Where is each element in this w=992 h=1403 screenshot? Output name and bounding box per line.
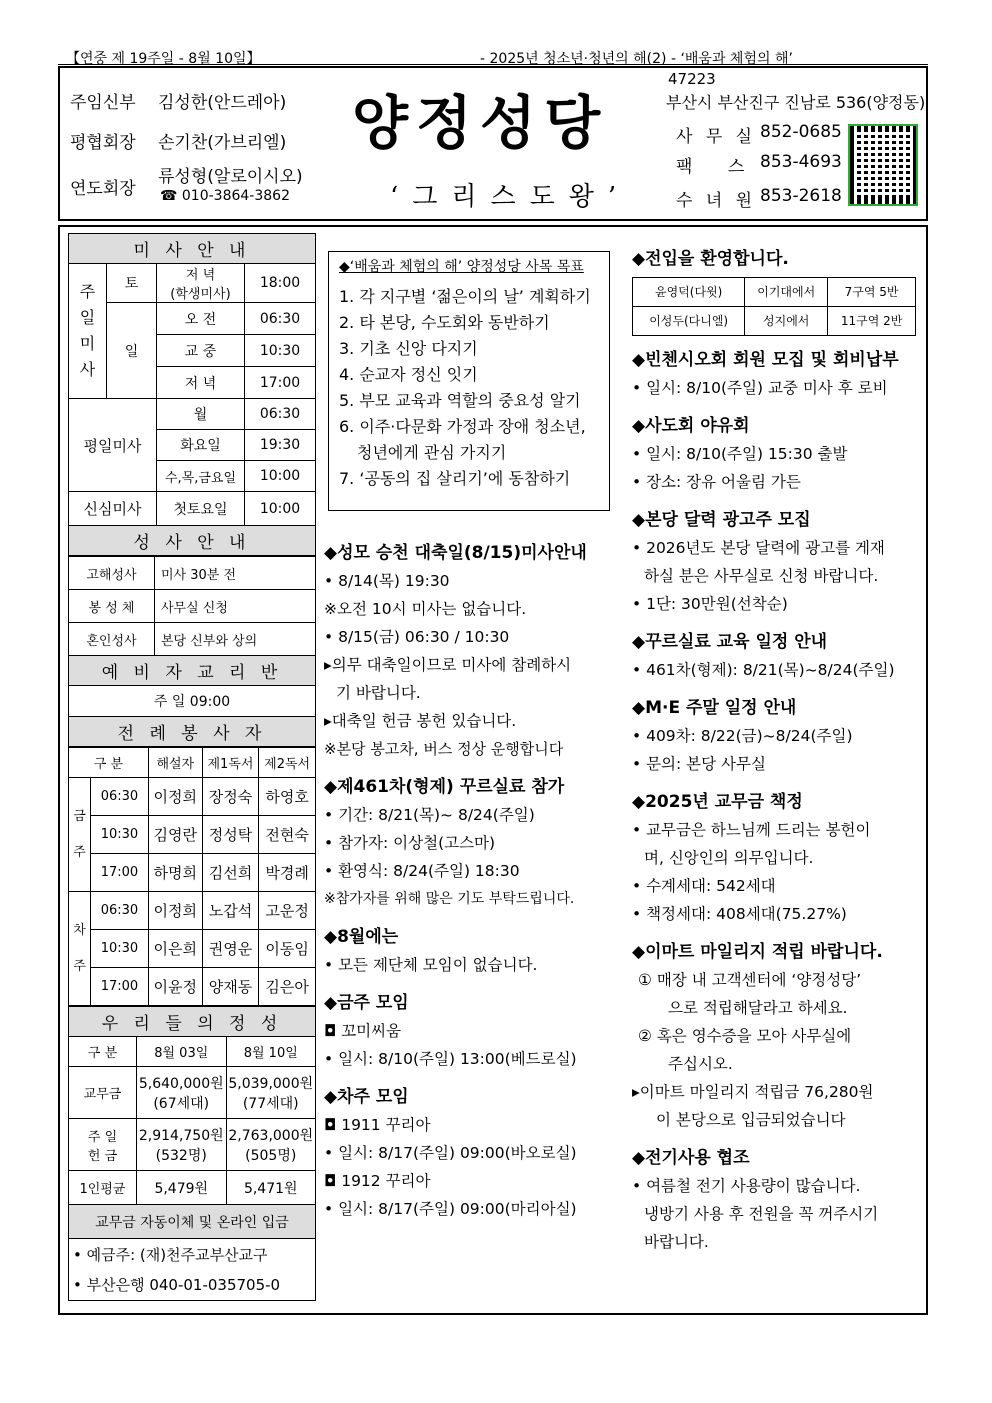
vincent-title: ◆ 빈첸시오회 회원 모집 및 회비납부 [632, 346, 922, 374]
address: 부산시 부산진구 진남로 536(양정동) [666, 93, 926, 112]
next-week-meeting-title: ◆ 차주 모임 [324, 1083, 618, 1111]
servers-title: 전 례 봉 사 자 [69, 717, 316, 747]
fax-number: 853-4693 [760, 152, 842, 172]
issue-date: 【연중 제 19주일 - 8월 10일】 [66, 51, 261, 67]
bullet-icon: ◘ [324, 1022, 342, 1040]
sun-row-label: 교 중 [157, 335, 245, 367]
server-name: 노갑석 [202, 892, 259, 930]
cursillo-edu-title: ◆ 꾸르실료 교육 일정 안내 [632, 628, 922, 656]
power-title: ◆ 전기사용 협조 [632, 1144, 922, 1172]
dues-title: ◆ 2025년 교무금 책정 [632, 788, 922, 816]
office-phone: 852-0685 [760, 122, 842, 142]
server-name: 양재동 [202, 968, 259, 1006]
fax-label: 팩 스 [676, 157, 745, 177]
sun-row-time: 10:30 [245, 335, 316, 367]
meeting-line [324, 1017, 618, 1045]
main-body [58, 225, 928, 1315]
offering-label: 주 일 헌 금 [69, 1119, 137, 1171]
newcomer-cell: 이성두(다니엘) [633, 307, 745, 336]
assumption-title: ◆ 성모 승천 대축일(8/15)미사안내 [324, 539, 618, 567]
convent-label: 수 녀 원 [676, 191, 757, 211]
offering-value: 5,471원 [226, 1171, 316, 1205]
meeting-line: • 일시: 8/17(주일) 09:00(바오로실) [324, 1139, 618, 1167]
bank-account[interactable]: • 부산은행 040-01-035705-0 [73, 1275, 281, 1294]
goal-item: 4. 순교자 정신 잇기 [339, 365, 478, 384]
server-name: 권영운 [202, 930, 259, 968]
server-name: 고운정 [259, 892, 316, 930]
server-name: 이윤정 [148, 968, 202, 1006]
servers-header: 제1독서 [202, 748, 259, 778]
council-label: 평협회장 [70, 133, 136, 153]
sat-time: 18:00 [245, 264, 316, 303]
calendar-line: 하실 분은 사무실로 신청 바랍니다. [644, 567, 879, 585]
catechumen-time: 주 일 09:00 [69, 686, 316, 717]
sun-row-time: 17:00 [245, 367, 316, 399]
offering-label: 교무금 [69, 1067, 137, 1119]
offering-header: 구 분 [69, 1037, 137, 1067]
sat-time-label: 저 녁 (학생미사) [157, 264, 245, 303]
server-name: 이정희 [148, 778, 202, 816]
calendar-line: • 1단: 30만원(선착순) [632, 590, 922, 618]
assumption-line: 기 바랍니다. [336, 684, 421, 702]
cursillo-line: • 기간: 8/21(목)~ 8/24(주일) [324, 801, 618, 829]
emart-line: ② 혹은 영수증을 모아 사무실에 [638, 1027, 852, 1045]
pastor-name: 김성한(안드레아) [158, 93, 287, 113]
server-name: 이은희 [148, 930, 202, 968]
newcomer-cell: 윤영덕(다윗) [633, 278, 745, 307]
emart-line: ① 매장 내 고객센터에 ‘양정성당’ [638, 971, 862, 989]
newcomer-cell: 성지에서 [745, 307, 828, 336]
dues-line: • 교무금은 하느님께 드리는 봉헌이 [632, 816, 922, 844]
weekday-row-label: 화요일 [157, 430, 245, 461]
cursillo-line: • 참가자: 이상철(고스마) [324, 829, 618, 857]
server-time: 17:00 [91, 854, 149, 892]
office-label: 사 무 실 [676, 127, 757, 147]
me-line: • 409차: 8/22(금)~8/24(주일) [632, 722, 922, 750]
header [58, 66, 928, 221]
newcomer-cell: 7구역 5반 [828, 278, 916, 307]
pastoral-goals-box [328, 251, 610, 511]
vincent-line: • 일시: 8/10(주일) 교중 미사 후 로비 [632, 374, 922, 402]
weekday-row-time: 10:00 [245, 461, 316, 492]
august-title: ◆ 8월에는 [324, 923, 618, 951]
server-name: 하영호 [259, 778, 316, 816]
convent-phone: 853-2618 [760, 186, 842, 206]
server-time: 17:00 [91, 968, 149, 1006]
newcomer-cell: 이기대에서 [745, 278, 828, 307]
sun-row-time: 06:30 [245, 303, 316, 335]
pastor-label: 주임신부 [70, 93, 136, 113]
apostle-line: • 일시: 8/10(주일) 15:30 출발 [632, 440, 922, 468]
cursillo-line: • 환영식: 8/24(주일) 18:30 [324, 857, 618, 885]
youth-name: 류성형(알로이시오) [158, 167, 303, 187]
catechumen-title: 예 비 자 교 리 반 [69, 656, 316, 686]
sun-row-label: 오 전 [157, 303, 245, 335]
server-name: 하명희 [148, 854, 202, 892]
goal-item: 청년에게 관심 가지기 [357, 443, 507, 462]
welcome-title: ◆ 전입을 환영합니다. [632, 245, 922, 273]
power-line: • 여름철 전기 사용량이 많습니다. [632, 1172, 922, 1200]
me-title: ◆ M·E 주말 일정 안내 [632, 694, 922, 722]
server-name: 김영란 [148, 816, 202, 854]
meeting-name: 1911 꾸리아 [341, 1116, 431, 1134]
goal-item: 5. 부모 교육과 역할의 중요성 알기 [339, 391, 581, 410]
mass-table [68, 233, 316, 556]
power-line: 냉방기 사용 후 전원을 꼭 꺼주시기 [644, 1205, 879, 1223]
parish-title: 양정성당 [352, 89, 609, 157]
sacrament-table [68, 556, 316, 747]
sat-label: 토 [107, 264, 157, 303]
meeting-name: 1912 꾸리아 [341, 1172, 431, 1190]
goals-list [339, 284, 599, 492]
calendar-line: • 2026년도 본당 달력에 광고를 게재 [632, 534, 922, 562]
servers-header: 제2독서 [259, 748, 316, 778]
dues-line: • 책정세대: 408세대(75.27%) [632, 900, 922, 928]
server-name: 장정숙 [202, 778, 259, 816]
sacrament-label: 봉 성 체 [69, 590, 155, 623]
goal-item: 7. ‘공동의 집 살리기’에 동참하기 [339, 469, 571, 488]
offering-label: 1인평균 [69, 1171, 137, 1205]
sacrament-label: 혼인성사 [69, 623, 155, 656]
offering-header: 8월 03일 [137, 1037, 227, 1067]
goal-item: 6. 이주·다문화 가정과 장애 청소년, [339, 417, 586, 436]
server-name: 정성탁 [202, 816, 259, 854]
servers-header: 구 분 [69, 748, 149, 778]
offering-value: 5,479원 [137, 1171, 227, 1205]
server-name: 김은아 [259, 968, 316, 1006]
server-time: 10:30 [91, 816, 149, 854]
youth-label: 연도회장 [70, 179, 136, 199]
apostle-line: • 장소: 장유 어울림 가든 [632, 468, 922, 496]
apostle-title: ◆ 사도회 야유회 [632, 412, 922, 440]
assumption-line: ▸ 의무 대축일이므로 미사에 참례하시 [324, 651, 618, 679]
parish-subtitle: ‘그리스도왕’ [390, 182, 631, 212]
account-holder: • 예금주: (재)천주교부산교구 [73, 1245, 268, 1264]
server-name: 전현숙 [259, 816, 316, 854]
dues-line: 며, 신앙인의 의무입니다. [644, 849, 814, 867]
middle-column [324, 529, 618, 1223]
cursillo-title: ◆ 제461차(형제) 꾸르실료 참가 [324, 773, 618, 801]
weekday-mass-label: 평일미사 [69, 399, 157, 492]
year-theme: - 2025년 청소년·청년의 해(2) - ‘배움과 체험의 해’ [480, 51, 793, 67]
newcomer-cell: 11구역 2반 [828, 307, 916, 336]
assumption-line: • 8/14(목) 19:30 [324, 567, 618, 595]
left-column [68, 233, 316, 1301]
server-name: 김선희 [202, 854, 259, 892]
meeting-line [324, 1167, 618, 1195]
youth-phone: ☎ 010-3864-3862 [160, 188, 290, 204]
sun-row-label: 저 녁 [157, 367, 245, 399]
first-mass-label: 신심미사 [69, 492, 157, 526]
emart-line: 이 본당으로 입금되었습니다 [656, 1111, 846, 1129]
sacrament-value: 본당 신부와 상의 [155, 623, 316, 656]
servers-table [68, 747, 316, 1006]
meeting-line: • 일시: 8/17(주일) 09:00(마리아실) [324, 1195, 618, 1223]
right-column [632, 245, 922, 1256]
server-name: 박경례 [259, 854, 316, 892]
calendar-title: ◆ 본당 달력 광고주 모집 [632, 506, 922, 534]
autopay-title: 교무금 자동이체 및 온라인 입금 [69, 1205, 316, 1239]
offering-value: 2,763,000원 (505명) [226, 1119, 316, 1171]
dues-line: • 수계세대: 542세대 [632, 872, 922, 900]
me-line: • 문의: 본당 사무실 [632, 750, 922, 778]
server-name: 이정희 [148, 892, 202, 930]
goals-title: ◆ ‘배움과 체험의 해’ 양정성당 사목 목표 [339, 256, 599, 276]
welcome-table [632, 277, 916, 336]
weekday-row-label: 월 [157, 399, 245, 430]
bullet-icon: ◘ [324, 1116, 342, 1134]
offering-value: 5,640,000원 (67세대) [137, 1067, 227, 1119]
server-time: 06:30 [91, 778, 149, 816]
weekday-row-time: 06:30 [245, 399, 316, 430]
sun-label: 일 [107, 303, 157, 399]
this-week-label: 금 주 [69, 778, 91, 892]
assumption-line: ※본당 봉고차, 버스 정상 운행합니다 [324, 740, 564, 758]
cursillo-line: ※참가자를 위해 많은 기도 부탁드립니다. [324, 891, 575, 907]
goal-item: 3. 기초 신앙 다지기 [339, 339, 478, 358]
next-week-label: 차 주 [69, 892, 91, 1006]
goal-item: 2. 타 본당, 수도회와 동반하기 [339, 313, 550, 332]
first-mass-time: 10:00 [245, 492, 316, 526]
sacrament-label: 고해성사 [69, 557, 155, 590]
emart-title: ◆ 이마트 마일리지 적립 바랍니다. [632, 938, 922, 966]
assumption-line: ※오전 10시 미사는 없습니다. [324, 600, 527, 618]
meeting-line [324, 1111, 618, 1139]
server-name: 이동임 [259, 930, 316, 968]
server-time: 10:30 [91, 930, 149, 968]
qr-code[interactable] [848, 124, 918, 206]
power-line: 바랍니다. [644, 1233, 709, 1251]
emart-line: 으로 적립해달라고 하세요. [668, 999, 848, 1017]
assumption-line: • 8/15(금) 06:30 / 10:30 [324, 623, 618, 651]
weekday-row-label: 수,목,금요일 [157, 461, 245, 492]
server-time: 06:30 [91, 892, 149, 930]
servers-header: 해설자 [148, 748, 202, 778]
meeting-name: 꼬미씨움 [341, 1022, 402, 1040]
offering-header: 8월 10일 [226, 1037, 316, 1067]
cursillo-edu-line: • 461차(형제): 8/21(목)~8/24(주일) [632, 656, 922, 684]
top-line [60, 44, 926, 66]
bullet-icon: ◘ [324, 1172, 342, 1190]
zip-code: 47223 [668, 70, 716, 88]
goal-item: 1. 각 지구별 ‘젊은이의 날’ 계획하기 [339, 287, 591, 306]
sunday-mass-label: 주 일 미 사 [69, 264, 107, 399]
offering-title: 우 리 들 의 정 성 [69, 1007, 316, 1037]
assumption-line: ▸ 대축일 헌금 봉헌 있습니다. [324, 707, 618, 735]
meeting-line: • 일시: 8/10(주일) 13:00(베드로실) [324, 1045, 618, 1073]
sacrament-value: 사무실 신청 [155, 590, 316, 623]
this-week-meeting-title: ◆ 금주 모임 [324, 989, 618, 1017]
sacrament-value: 미사 30분 전 [155, 557, 316, 590]
offering-value: 5,039,000원 (77세대) [226, 1067, 316, 1119]
sacrament-title: 성 사 안 내 [69, 526, 316, 556]
emart-line: ▸ 이마트 마일리지 적립금 76,280원 [632, 1078, 922, 1106]
mass-title: 미 사 안 내 [69, 234, 316, 264]
offering-table [68, 1006, 316, 1301]
first-mass-day: 첫토요일 [157, 492, 245, 526]
emart-line: 주십시오. [668, 1055, 733, 1073]
offering-value: 2,914,750원 (532명) [137, 1119, 227, 1171]
weekday-row-time: 19:30 [245, 430, 316, 461]
august-line: • 모든 제단체 모임이 없습니다. [324, 951, 618, 979]
council-name: 손기찬(가브리엘) [158, 133, 287, 153]
